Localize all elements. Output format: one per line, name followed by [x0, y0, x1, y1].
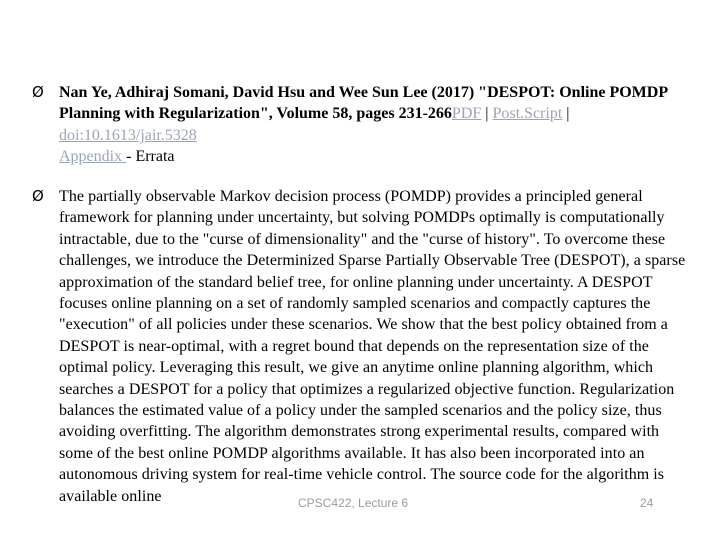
- postscript-link[interactable]: Post.Script: [492, 105, 563, 123]
- separator: |: [481, 105, 493, 123]
- citation: Nan Ye, Adhiraj Somani, David Hsu and Wee Sun Lee (2017) "DESPOT: Online POMDP Planning with Regularization", Volume 58, pages 231-266: [59, 84, 668, 123]
- doi-link[interactable]: doi:10.1613/jair.5328: [59, 126, 197, 144]
- page-number: 24: [640, 496, 654, 510]
- arrow-bullet-icon: Ø: [32, 187, 44, 205]
- abstract-text: The partially observable Markov decision process (POMDP) provides a principled general framework for planning under uncertainty, but solving POMDPs optimally is computationally intractable, due to the "curse of dimensionality" and the "curse of history". To overcome these challenges, we introduce the Determinized Sparse Partially Observable Tree (DESPOT), a sparse approximation of the standard belief tree, for online planning under uncertainty. A DESPOT focuses online planning on a set of randomly sampled scenarios and compactly captures the "execution" of all policies under these scenarios. We show that the best policy obtained from a DESPOT is near-optimal, with a regret bound that depends on the representation size of the optimal policy. Leveraging this result, we give an anytime online planning algorithm, which searches a DESPOT for a policy that optimizes a regularized objective function. Regularization balances the estimated value of a policy under the sampled scenarios and the policy size, thus avoiding overfitting. The algorithm demonstrates strong experimental results, compared with some of the best online POMDP algorithms available. It has also been incorporated into an autonomous driving system for real-time vehicle control. The source code for the algorithm is available online: [59, 188, 686, 505]
- footer-course: CPSC422, Lecture 6: [298, 496, 409, 510]
- reference-bullet: [32, 82, 692, 168]
- appendix-link[interactable]: Appendix: [59, 148, 127, 166]
- abstract-bullet: [32, 186, 692, 507]
- errata-text: - Errata: [126, 148, 175, 166]
- arrow-bullet-icon: Ø: [32, 83, 44, 101]
- reference-text: [59, 82, 692, 168]
- pdf-link[interactable]: PDF: [451, 105, 482, 123]
- separator: |: [562, 105, 570, 123]
